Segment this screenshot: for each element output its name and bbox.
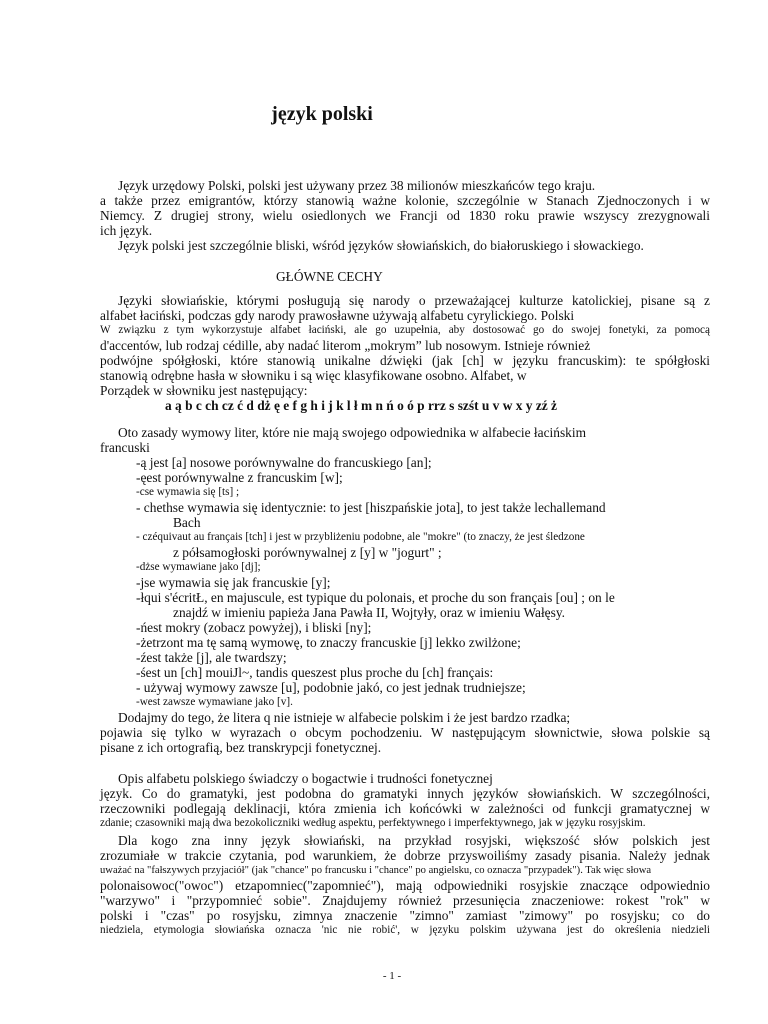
section-heading: GŁÓWNE CECHY <box>276 269 383 284</box>
rule-line: Bach <box>173 515 201 530</box>
pronunciation-section <box>100 425 710 755</box>
rule-line: -ęest porównywalne z francuskim [w]; <box>136 470 343 485</box>
text-line: polonaisowoc("owoc") etzapomniec("zapomnieć"), mają odpowiedniki rosyjskie znaczące odpowiednio <box>100 878 710 893</box>
rule-line: - czéquivaut au français [tch] i jest w przybliżeniu podobne, ale "mokre" (to znaczy, że jest śledzone <box>136 531 585 543</box>
text-line: Niemcy. Z drugiej strony, wielu osiedlonych we Francji od 1830 roku prawie wszyscy zrezygnowali <box>100 208 710 223</box>
page-number: - 1 - <box>382 970 402 982</box>
text-line: stanowią odrębne hasła w słowniku i są więc klasyfikowane osobno. Alfabet, w <box>100 368 527 383</box>
rule-line: - używaj wymowy zawsze [u], podobnie jakó, co jest jednak trudniejsze; <box>136 680 526 695</box>
text-line: uważać na "fałszywych przyjaciół" (jak "chance" po francusku i "chance" po angielsku, co oznacza "przypadek"). Tak więc słowa <box>100 865 652 876</box>
text-line: francuski <box>100 440 150 455</box>
rule-line: -jse wymawia się jak francuskie [y]; <box>136 575 331 590</box>
text-line: pisane z ich ortografią, bez transkrypcji fonetycznej. <box>100 740 382 755</box>
text-line: a także przez emigrantów, którzy stanowią ważne kolonie, szczególnie w Stanach Zjednoczonych i w <box>100 193 710 208</box>
text-line: "warzywo" i "przypomnieć sobie". Znajdujemy również przesunięcia znaczeniowe: rokest "rok" w <box>100 893 710 908</box>
text-line: zdanie; czasowniki mają dwa bezokoliczniki według aspektu, perfektywnego i imperfektywnego, jak w języku rosyjskim. <box>100 817 646 829</box>
text-line: pojawia się tylko w wyrazach o obcym pochodzeniu. W następującym słownictwie, słowa polskie są <box>100 725 710 740</box>
text-line: zrozumiałe w trakcie czytania, pod warunkiem, że dobrze przyswoiliśmy zasady pisania. Należy jednak <box>100 848 710 863</box>
text-line: Opis alfabetu polskiego świadczy o bogactwie i trudności fonetycznej <box>118 771 493 786</box>
rule-line: -źest także [j], ale twardszy; <box>136 650 287 665</box>
text-line: rzeczowniki podlegają deklinacji, która zmienia ich końcówki w zależności od funkcji gramatycznej w <box>100 801 710 816</box>
rule-line: -śest un [ch] mouiJl~, tandis queszest plus proche du [ch] français: <box>136 665 494 680</box>
text-line: Dodajmy do tego, że litera q nie istnieje w alfabecie polskim i że jest bardzo rzadka; <box>118 710 571 725</box>
text-line: Dla kogo zna inny język słowiański, na przykład rosyjski, większość słów polskich jest <box>118 833 710 848</box>
text-line: Porządek w słowniku jest następujący: <box>100 383 308 398</box>
rule-line: -west zawsze wymawiane jako [v]. <box>136 696 293 708</box>
slavic-paragraph <box>100 833 710 938</box>
text-line: Język urzędowy Polski, polski jest używany przez 38 milionów mieszkańców tego kraju. <box>118 178 596 193</box>
text-line: ich język. <box>100 223 153 238</box>
rule-line: -ńest mokry (zobacz powyżej), i bliski [ny]; <box>136 620 372 635</box>
text-line: podwójne spółgłoski, które stanowią unikalne dźwięki (jak [ch] w języku francuskim): te spółgłoski <box>100 353 710 368</box>
text-line: d'accentów, lub rodzaj cédille, aby nadać literom „mokrym” lub nosowym. Istnieje również <box>100 338 591 353</box>
page-title: język polski <box>271 103 373 125</box>
text-line: polski i "czas" po rosyjsku, zimnya znaczenie "zimno" zamiast "zimowy" po rosyjsku; co do <box>100 908 710 923</box>
rule-line: - chethse wymawia się identycznie: to jest [hiszpańskie jota], to jest także lechallemand <box>136 500 606 515</box>
text-line: Oto zasady wymowy liter, które nie mają swojego odpowiednika w alfabecie łacińskim <box>118 425 586 440</box>
rule-line: -żetrzont ma tę samą wymowę, to znaczy francuskie [j] lekko zwilżone; <box>136 635 521 650</box>
rule-line: -ą jest [a] nosowe porównywalne do francuskiego [an]; <box>136 455 432 470</box>
grammar-paragraph <box>100 771 710 831</box>
text-line: W związku z tym wykorzystuje alfabet łaciński, ale go uzupełnia, aby dostosować go do swojej fonetyki, za pomocą <box>100 324 710 336</box>
text-line: Język polski jest szczególnie bliski, wśród języków słowiańskich, do białoruskiego i słowackiego. <box>118 238 644 253</box>
rule-line: z półsamogłoski porównywalnej z [y] w "jogurt" ; <box>173 545 442 560</box>
rule-line: znajdź w imieniu papieża Jana Pawła II, Wojtyły, oraz w imieniu Wałęsy. <box>173 605 565 620</box>
text-line: niedziela, etymologia słowiańska oznacza 'nic nie robić', w języku polskim używana jest do określenia niedzieli <box>100 924 710 936</box>
text-line: Języki słowiańskie, którymi posługują się narody o przeważającej kulturze katolickiej, pisane są z <box>118 293 710 308</box>
rule-line: -cse wymawia się [ts] ; <box>136 486 240 498</box>
text-line: alfabet łaciński, podczas gdy narody prawosławne używają alfabetu cyrylickiego. Polski <box>100 308 575 323</box>
rule-line: -dżse wymawiane jako [dj]; <box>136 561 261 573</box>
text-line: język. Co do gramatyki, jest podobna do gramatyki innych języków słowiańskich. W szczególności, <box>100 786 710 801</box>
intro-paragraph <box>100 178 710 253</box>
rule-line: -łqui s'écritŁ, en majuscule, est typique du polonais, et proche du son français [ou] ; on le <box>136 590 615 605</box>
features-paragraph <box>100 293 710 413</box>
alphabet-line: a ą b c ch cz ć d dż ę e f g h i j k l ł m n ń o ó p rrz s szśt u v w x y zź ż <box>165 398 558 413</box>
